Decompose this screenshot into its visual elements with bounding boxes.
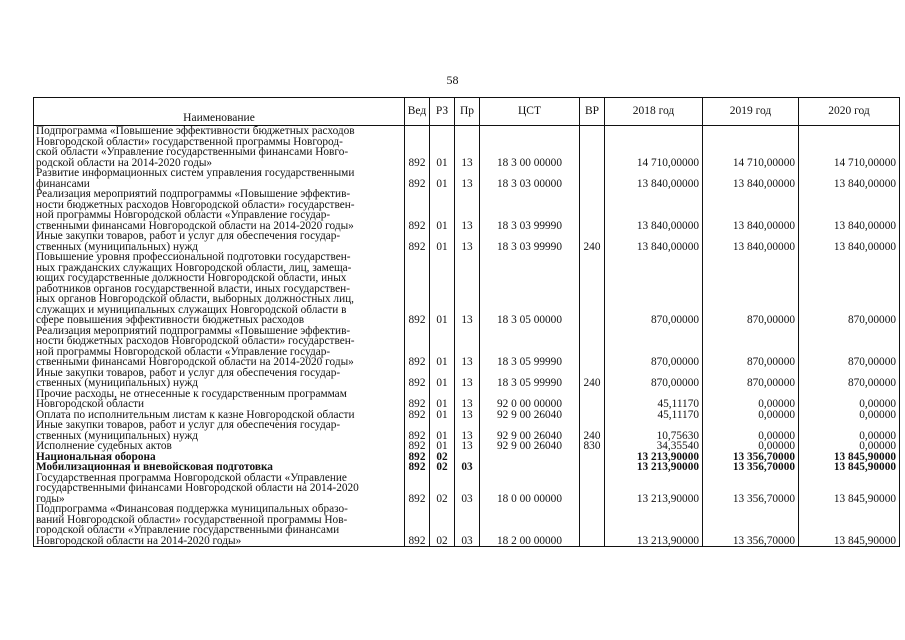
cell-ved: 892 [405, 462, 430, 473]
table-row [34, 504, 900, 547]
cell-rz: 01 [430, 231, 455, 252]
cell-2019: 870,00000 [703, 368, 799, 389]
cell-2020: 13 840,00000 [799, 168, 900, 189]
name-line: ственных (муниципальных) нужд [36, 429, 199, 442]
cell-pr: 13 [455, 389, 480, 410]
cell-vr: 240 [580, 368, 605, 389]
name-line: ственными финансами Новгородской области на 2014-2020 годы» [36, 219, 354, 232]
cell-2019: 0,00000 [703, 441, 799, 452]
name-line: ственных (муниципальных) нужд [36, 240, 199, 253]
cell-vr [580, 462, 605, 473]
cell-2018: 13 840,00000 [605, 189, 703, 231]
cell-2020: 870,00000 [799, 326, 900, 368]
cell-cst: 18 3 03 00000 [480, 168, 580, 189]
cell-name [34, 189, 405, 231]
cell-pr: 13 [455, 368, 480, 389]
cell-pr: 13 [455, 252, 480, 326]
cell-pr: 13 [455, 420, 480, 441]
cell-2018: 10,75630 [605, 420, 703, 441]
cell-rz: 02 [430, 473, 455, 505]
name-line: Развитие информационных систем управления государственными [36, 167, 355, 179]
name-line: Оплата по исполнительным листам к казне Новгородской области [36, 408, 355, 421]
cell-2019: 870,00000 [703, 252, 799, 326]
table-row [34, 473, 900, 505]
cell-vr [580, 389, 605, 410]
cell-pr: 13 [455, 168, 480, 189]
cell-2020: 0,00000 [799, 420, 900, 441]
col-header-vr: ВР [580, 98, 605, 126]
name-line: ной программы Новгородской области «Управление государ- [36, 345, 331, 358]
cell-2020: 13 840,00000 [799, 231, 900, 252]
name-line: Иные закупки товаров, работ и услуг для обеспечения государ- [36, 419, 341, 431]
cell-2018: 13 213,90000 [605, 462, 703, 473]
cell-rz: 01 [430, 410, 455, 421]
cell-2020: 0,00000 [799, 441, 900, 452]
cell-2019: 13 356,70000 [703, 452, 799, 463]
cell-2019: 13 356,70000 [703, 504, 799, 547]
cell-vr [580, 168, 605, 189]
col-header-rz: РЗ [430, 98, 455, 126]
name-line: Прочие расходы, не отнесенные к государственным программам [36, 387, 347, 400]
cell-cst [480, 452, 580, 463]
table-row [34, 389, 900, 410]
cell-rz: 01 [430, 168, 455, 189]
name-line: сфере повышения эффективности бюджетных расходов [36, 314, 305, 326]
cell-2018: 870,00000 [605, 252, 703, 326]
cell-ved: 892 [405, 504, 430, 547]
table-row [34, 368, 900, 389]
cell-rz: 01 [430, 326, 455, 368]
table-header-row [34, 98, 900, 126]
col-header-2018: 2018 год [605, 98, 703, 126]
name-line: ской области «Управление государственными финансами Новго- [36, 146, 349, 158]
name-line: Исполнение судебных актов [36, 440, 172, 452]
cell-rz: 01 [430, 389, 455, 410]
cell-2019: 13 356,70000 [703, 473, 799, 505]
cell-ved: 892 [405, 189, 430, 231]
cell-name [34, 441, 405, 452]
cell-pr: 13 [455, 410, 480, 421]
cell-ved: 892 [405, 326, 430, 368]
cell-2018: 870,00000 [605, 326, 703, 368]
cell-vr: 830 [580, 441, 605, 452]
table-row [34, 168, 900, 189]
cell-cst: 18 0 00 00000 [480, 473, 580, 505]
cell-2020: 13 845,90000 [799, 462, 900, 473]
cell-vr [580, 473, 605, 505]
cell-2020: 14 710,00000 [799, 126, 900, 169]
name-line: финансами [36, 177, 90, 190]
cell-vr [580, 452, 605, 463]
cell-rz: 01 [430, 252, 455, 326]
name-line: ющих государственные должности Новгородской области, иных [36, 272, 347, 284]
table-row [34, 126, 900, 169]
cell-vr [580, 126, 605, 169]
cell-cst: 18 3 05 99990 [480, 368, 580, 389]
cell-pr: 13 [455, 231, 480, 252]
cell-vr [580, 326, 605, 368]
cell-pr: 03 [455, 462, 480, 473]
cell-ved: 892 [405, 410, 430, 421]
name-line: служащих и муниципальных служащих Новгородской области в [36, 303, 347, 316]
cell-2020: 0,00000 [799, 389, 900, 410]
cell-2020: 13 845,90000 [799, 473, 900, 505]
cell-2019: 13 840,00000 [703, 189, 799, 231]
cell-name [34, 252, 405, 326]
name-line: ственными финансами Новгородской области на 2014-2020 годы» [36, 356, 354, 368]
name-line: Иные закупки товаров, работ и услуг для обеспечения государ- [36, 230, 341, 242]
cell-2018: 45,11170 [605, 410, 703, 421]
cell-rz: 02 [430, 452, 455, 463]
cell-cst: 18 3 00 00000 [480, 126, 580, 169]
cell-ved: 892 [405, 473, 430, 505]
cell-pr: 13 [455, 126, 480, 169]
name-line: родской области на 2014-2020 годы» [36, 156, 213, 169]
cell-cst: 92 9 00 26040 [480, 420, 580, 441]
cell-2018: 45,11170 [605, 389, 703, 410]
cell-2019: 14 710,00000 [703, 126, 799, 169]
cell-2019: 870,00000 [703, 326, 799, 368]
name-line: Повышение уровня профессиональной подготовки государствен- [36, 251, 351, 263]
cell-vr: 240 [580, 420, 605, 441]
name-line: Мобилизационная и вневойсковая подготовка [36, 461, 273, 473]
name-line: ственных (муниципальных) нужд [36, 377, 199, 389]
cell-2020: 870,00000 [799, 252, 900, 326]
col-header-name: Наименование [34, 98, 405, 126]
table-row [34, 189, 900, 231]
name-line: годы» [36, 492, 65, 505]
cell-name [34, 504, 405, 547]
cell-2018: 34,35540 [605, 441, 703, 452]
cell-rz: 01 [430, 420, 455, 441]
cell-2020: 13 840,00000 [799, 189, 900, 231]
name-line: работников органов государственной власти, иных государствен- [36, 282, 350, 295]
cell-ved: 892 [405, 231, 430, 252]
cell-ved: 892 [405, 420, 430, 441]
name-line: Иные закупки товаров, работ и услуг для обеспечения государ- [36, 366, 341, 379]
name-line: ных органов Новгородской области, выборных должностных лиц, [36, 293, 354, 305]
cell-cst: 18 3 05 00000 [480, 252, 580, 326]
name-line: городской области «Управление государственными финансами [36, 524, 340, 536]
cell-2019: 0,00000 [703, 389, 799, 410]
col-header-cst: ЦСТ [480, 98, 580, 126]
budget-table [33, 97, 900, 547]
col-header-ved: Вед [405, 98, 430, 126]
cell-2020: 870,00000 [799, 368, 900, 389]
cell-cst: 92 9 00 26040 [480, 410, 580, 421]
cell-2018: 13 213,90000 [605, 504, 703, 547]
cell-name [34, 389, 405, 410]
cell-vr [580, 504, 605, 547]
cell-rz: 01 [430, 189, 455, 231]
name-line: Новгородской области» государственной программы Новгород- [36, 135, 343, 148]
cell-name [34, 126, 405, 169]
name-line: ных гражданских служащих Новгородской области, лиц, замеща- [36, 261, 352, 274]
cell-2020: 0,00000 [799, 410, 900, 421]
cell-cst [480, 462, 580, 473]
name-line: Реализация мероприятий подпрограммы «Повышение эффектив- [36, 324, 351, 337]
cell-pr: 13 [455, 441, 480, 452]
cell-cst: 18 3 03 99990 [480, 189, 580, 231]
cell-cst: 18 2 00 00000 [480, 504, 580, 547]
cell-name [34, 462, 405, 473]
cell-ved: 892 [405, 168, 430, 189]
name-line: Новгородской области [36, 398, 145, 410]
cell-name [34, 368, 405, 389]
cell-ved: 892 [405, 252, 430, 326]
name-line: государственными финансами Новгородской области на 2014-2020 [36, 482, 359, 494]
cell-ved: 892 [405, 441, 430, 452]
cell-2018: 14 710,00000 [605, 126, 703, 169]
name-line: ности бюджетных расходов Новгородской области» государствен- [36, 198, 355, 211]
cell-2018: 13 213,90000 [605, 473, 703, 505]
cell-ved: 892 [405, 389, 430, 410]
cell-name [34, 168, 405, 189]
name-line: ности бюджетных расходов Новгородской области» государствен- [36, 335, 355, 347]
cell-2019: 13 356,70000 [703, 462, 799, 473]
cell-name [34, 231, 405, 252]
name-line: Подпрограмма «Повышение эффективности бюджетных расходов [36, 125, 355, 137]
col-header-2020: 2020 год [799, 98, 900, 126]
cell-pr: 03 [455, 504, 480, 547]
cell-pr: 13 [455, 326, 480, 368]
cell-cst: 18 3 03 99990 [480, 231, 580, 252]
table-row [34, 462, 900, 473]
cell-ved: 892 [405, 452, 430, 463]
cell-rz: 01 [430, 441, 455, 452]
cell-vr [580, 252, 605, 326]
cell-cst: 92 9 00 26040 [480, 441, 580, 452]
col-header-2019: 2019 год [703, 98, 799, 126]
cell-2019: 0,00000 [703, 420, 799, 441]
cell-name [34, 420, 405, 441]
table-row [34, 326, 900, 368]
cell-rz: 02 [430, 504, 455, 547]
cell-2020: 13 845,90000 [799, 504, 900, 547]
cell-name [34, 473, 405, 505]
cell-vr: 240 [580, 231, 605, 252]
name-line: Новгородской области на 2014-2020 годы» [36, 534, 242, 547]
page-number: 58 [446, 73, 459, 87]
cell-pr: 03 [455, 473, 480, 505]
name-line: Подпрограмма «Финансовая поддержка муниципальных образо- [36, 503, 348, 515]
cell-2019: 0,00000 [703, 410, 799, 421]
cell-vr [580, 410, 605, 421]
cell-2018: 13 213,90000 [605, 452, 703, 463]
cell-name [34, 326, 405, 368]
cell-rz: 01 [430, 126, 455, 169]
cell-2018: 870,00000 [605, 368, 703, 389]
cell-rz: 02 [430, 462, 455, 473]
table-row [34, 420, 900, 441]
name-line: Государственная программа Новгородской области «Управление [36, 471, 347, 484]
cell-ved: 892 [405, 126, 430, 169]
name-line: ваний Новгородской области» государственной программы Нов- [36, 513, 348, 526]
cell-cst: 92 0 00 00000 [480, 389, 580, 410]
cell-2019: 13 840,00000 [703, 168, 799, 189]
table-row [34, 231, 900, 252]
name-line: Реализация мероприятий подпрограммы «Повышение эффектив- [36, 188, 351, 200]
table-row [34, 441, 900, 452]
cell-2020: 13 845,90000 [799, 452, 900, 463]
cell-pr: 13 [455, 189, 480, 231]
name-line: ной программы Новгородской области «Управление государ- [36, 209, 331, 221]
cell-vr [580, 189, 605, 231]
cell-2019: 13 840,00000 [703, 231, 799, 252]
cell-2018: 13 840,00000 [605, 231, 703, 252]
cell-2018: 13 840,00000 [605, 168, 703, 189]
table-row [34, 252, 900, 326]
cell-ved: 892 [405, 368, 430, 389]
name-line: Национальная оборона [36, 450, 156, 463]
col-header-pr: Пр [455, 98, 480, 126]
cell-cst: 18 3 05 99990 [480, 326, 580, 368]
cell-rz: 01 [430, 368, 455, 389]
